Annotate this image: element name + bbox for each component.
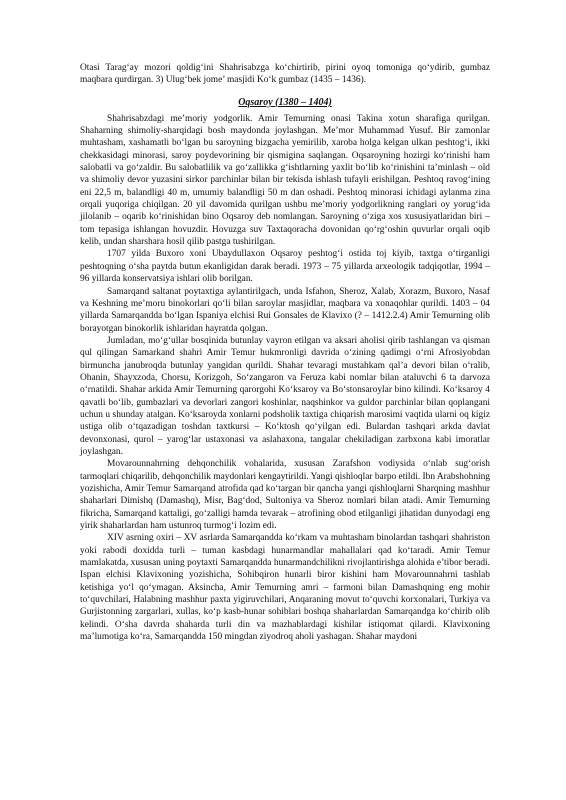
paragraph-1: Shahrisabzdagi me’moriy yodgorlik. Amir Temurning onasi Takina xotun sharafiga qurilgan. Shaharning shimoliy-sharqidagi bosh maydonda joylashgan. Me’mor Muhammad Yusuf. Bir zamonlar muhtasham, xashamatli bo‘lgan bu saroyning bizgacha yemirilib, xaroba holga kelgan ulkan peshtog‘i, ikki chekkasidagi minorasi, saroy poydevorining bir qismigina saqlangan. Oqsaroyning hozirgi ko‘rinishi ham salobatli va go‘zaldir. Bu salobatlilik va go‘zallikka g‘ishtlarning yaxlit bo‘lib ko‘rinishini ta’minlash – old va shimoliy devor yuzasini sirkor parchinlar bilan bir tekisda ishlash tufayli erishilgan. Peshtoq ravog‘ining eni 22,5 m, balandligi 40 m, umumiy balandligi 50 m dan oshadi. Peshtoq minorasi ichidagi aylanma zina orqali yuqoriga chiqilgan. 20 yil davomida qurilgan ushbu me’moriy yodgorlikning ranglari oy yorug‘ida jilolanib – oqarib ko‘rinishidan bino Oqsaroy deb nomlangan. Saroyning o‘ziga xos xususiyatlaridan biri – tom tepasiga ishlangan hovuzdir. Hovuzga suv Taxtaqoracha dovonidan qo‘rg‘oshin quvurlar orqali oqib kelib, undan sharshara hosil qilib pastga tushirilgan.: [80, 113, 490, 248]
paragraph-6: XIV asrning oxiri – XV asrlarda Samarqandda ko‘rkam va muhtasham binolardan tashqari shahriston yoki rabodi doxidda turli – tuman kasbdagi hunarmandlar mahallalari qad ko‘taradi. Amir Temur mamlakatda, xususan uning poytaxti Samarqandda hunarmandchilikni rivojlantirishga alohida e’tibor beradi. Ispan elchisi Klavixoning yozishicha, Sohibqiron hunarli biror kishini ham Movarounnahrni tashlab ketishiga yo‘l qo‘ymagan. Aksincha, Amir Temurning amri – farmoni bilan Damashqning eng mohir to‘quvchilari, Halabning mashhur paxta yigiruvchilari, Anqaraning movut to‘quvchi korxonalari, Turkiya va Gurjistonning zargarlari, xullas, ko‘p kasb-hunar sohiblari boshqa shaharlardan Samarqandga ko‘chirib olib kelindi. O‘sha davrda shaharda turli din va mazhablardagi kishilar istiqomat qilardi. Klavixoning ma’lumotiga ko‘ra, Samarqandda 150 mingdan ziyodroq aholi yashagan. Shahar maydoni: [80, 533, 490, 643]
paragraph-2: 1707 yilda Buxoro xoni Ubaydullaxon Oqsaroy peshtog‘i ostida toj kiyib, taxtga o‘tirganligi peshtoqning o‘sha paytda butun ekanligidan darak beradi. 1973 – 75 yillarda arxeologik tadqiqotlar, 1994 – 96 yillarda konservatsiya ishlari olib borilgan.: [80, 249, 490, 285]
document-page: [80, 62, 490, 643]
intro-paragraph: Otasi Tarag‘ay mozori qoldig‘ini Shahrisabzga ko‘chirtirib, pirini oyoq tomoniga qo‘ydirib, gumbaz maqbara qurdirgan. 3) Ulug‘bek jome’ masjidi Ko‘k gumbaz (1435 – 1436).: [80, 63, 490, 86]
paragraph-3: Samarqand saltanat poytaxtiga aylantirilgach, unda Isfahon, Sheroz, Xalab, Xorazm, Buxoro, Nasaf va Keshning me’moru binokorlari qo‘li bilan saroylar masjidlar, maqbara va xonaqohlar qurildi. 1403 – 04 yillarda Samarqandda bo‘lgan Ispaniya elchisi Rui Gonsales de Klavixo (? – 1412.2.4) Amir Temurning olib borayotgan binokorlik ishlaridan hayratda qolgan.: [80, 286, 490, 334]
paragraph-4: Jumladan, mo‘g‘ullar bosqinida butunlay vayron etilgan va aksari aholisi qirib tashlangan va qisman qul qilingan Samarkand shahri Amir Temur hukmronligi davrida o‘zining qadimgi o‘rni Afrosiyobdan birmuncha janubroqda butunlay yangidan qurildi. Shahar tevaragi mustahkam qal’a devori bilan o‘ralib, Ohanin, Shayxzoda, Chorsu, Korizgoh, So‘zangaron va Feruza kabi nomlar bilan ataluvchi 6 ta darvoza o‘rnatildi. Shahar arkida Amir Temurning qarorgohi Ko‘ksaroy va Bo‘stonsaroylar bino kilindi. Ko‘ksaroy 4 qavatli bo‘lib, gumbazlari va devorlari zangori koshinlar, naqshinkor va guldor parchinlar bilan qoplangani uchun u shunday atalgan. Ko‘ksaroyda xonlarni podsholik taxtiga chiqarish marosimi vaqtida ularni oq kigiz ustiga olib o‘tqazadigan toshdan taxtkursi – Ko‘ktosh qo‘yilgan edi. Bulardan tashqari arkda davlat devonxonasi, qurol – yarog‘lar ustaxonasi va aslahaxona, tangalar chekiladigan zarbxona kabi imoratlar joylashgan.: [80, 335, 490, 457]
paragraph-5: Movarounnahrning dehqonchilik vohalarida, xususan Zarafshon vodiysida o‘nlab sug‘orish tarmoqlari chiqarilib, dehqonchilik maydonlari kengaytirildi. Yangi qishloqlar barpo etildi. Ibn Arabshohning yozishicha, Amir Temur Samarqand atrofida qad ko‘targan bir qancha yangi qishloqlarni Sharqning mashhur shaharlari Dimishq (Damashq), Misr, Bag‘dod, Sultoniya va Sheroz nomlari bilan atadi. Amir Temurning fikricha, Samarqand kattaligi, go‘zalligi hamda tevarak – atrofining obod etilganligi jihatidan dunyodagi eng yirik shaharlardan ham ustunroq turmog‘i lozim edi.: [80, 459, 490, 532]
section-title: Oqsaroy (1380 – 1404): [238, 96, 332, 108]
